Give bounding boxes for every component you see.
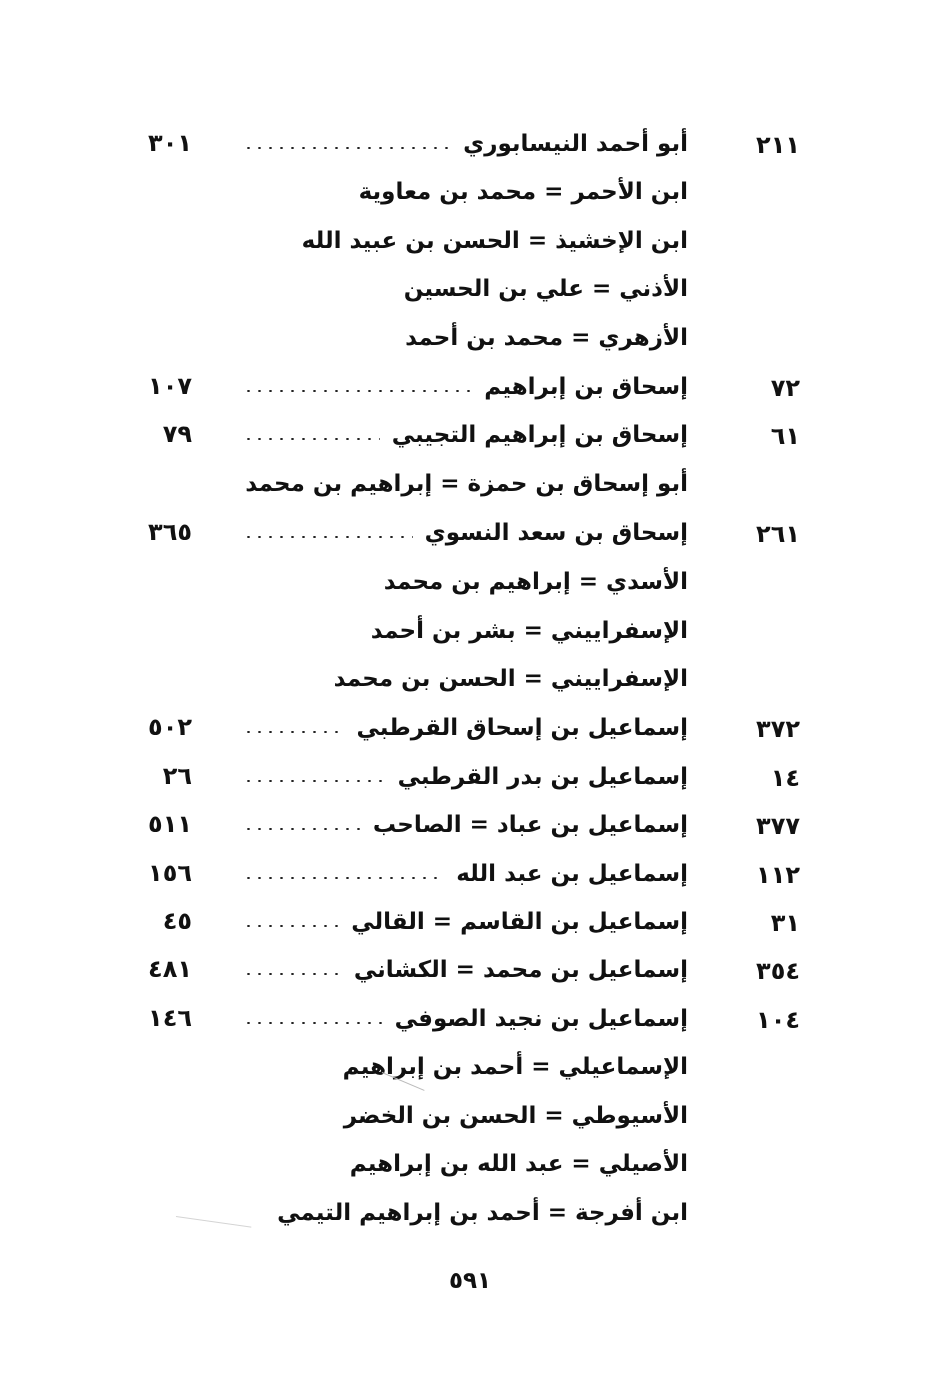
entry-page-reference: ١٤٦ [148,1004,192,1032]
index-entry [0,558,938,606]
index-entry [0,1092,938,1140]
dot-leader [243,411,380,451]
entry-page-reference: ١٥٦ [148,859,192,887]
dot-leader [243,753,386,793]
entry-name: ابن الأحمر = محمد بن معاوية [358,179,688,205]
index-entry [0,363,938,411]
entry-name: الأذني = علي بن الحسين [403,276,688,302]
entry-page-reference: ٣٦٥ [148,518,192,546]
index-entry [0,1043,938,1091]
entry-name: إسحاق بن إبراهيم [484,374,688,400]
entry-name: الأسدي = إبراهيم بن محمد [383,569,688,595]
entry-page-reference: ٢٦ [162,762,192,790]
index-entry [0,898,938,946]
entry-page-reference: ٤٨١ [148,955,192,983]
index-entry [0,704,938,752]
entry-page-reference: ٤٥ [162,907,192,935]
index-entry [0,995,938,1043]
index-entry [0,801,938,849]
entry-name: إسحاق بن سعد النسوي [424,520,688,546]
index-entry [0,946,938,994]
index-entry [0,314,938,362]
entry-page-reference: ٥٠٢ [148,713,192,741]
index-entry [0,607,938,655]
entry-name: إسماعيل بن إسحاق القرطبي [356,715,688,741]
entry-number: ١١٢ [756,861,800,889]
index-entry [0,411,938,459]
entry-number: ٢٦١ [756,520,800,548]
entry-name: الإسفراييني = الحسن بن محمد [333,666,688,692]
index-entry [0,850,938,898]
dot-leader [243,946,342,986]
index-entry [0,217,938,265]
dot-leader [243,509,413,549]
index-entry [0,655,938,703]
index-entry [0,753,938,801]
entry-name: الأصيلي = عبد الله بن إبراهيم [349,1151,688,1177]
entry-name: ابن الإخشيذ = الحسن بن عبيد الله [301,228,688,254]
entry-number: ١٤ [770,764,800,792]
entry-name: الأزهري = محمد بن أحمد [405,325,688,351]
dot-leader [243,363,472,403]
dot-leader [243,801,361,841]
entry-name: إسماعيل بن القاسم = القالي [351,909,688,935]
entry-number: ٦١ [770,422,800,450]
entry-name: إسماعيل بن عباد = الصاحب [372,812,688,838]
dot-leader [243,995,383,1035]
entry-name: أبو أحمد النيسابوري [463,131,688,157]
index-entry [0,120,938,168]
entry-name: إسماعيل بن بدر القرطبي [397,764,688,790]
entry-name: الإسفراييني = بشر بن أحمد [370,618,688,644]
entry-name: إسماعيل بن نجيد الصوفي [394,1006,688,1032]
entry-number: ٣٧٢ [756,715,800,743]
entry-page-reference: ١٠٧ [148,372,192,400]
entry-number: ١٠٤ [756,1006,800,1034]
entry-name: الإسماعيلي = أحمد بن إبراهيم [342,1054,688,1080]
entry-number: ٢١١ [756,131,800,159]
entry-number: ٣٧٧ [756,812,800,840]
entry-page-reference: ٥١١ [148,810,192,838]
entry-name: الأسيوطي = الحسن بن الخضر [343,1103,688,1129]
dot-leader [243,850,444,890]
dot-leader [243,120,451,160]
dot-leader [243,704,344,744]
entry-number: ٣٥٤ [756,957,800,985]
index-entry [0,460,938,508]
index-entry [0,1140,938,1188]
index-entry [0,509,938,557]
entry-name: إسماعيل بن عبد الله [456,861,688,887]
index-entry [0,1189,938,1237]
entry-name: إسماعيل بن محمد = الكشاني [353,957,688,983]
entry-name: إسحاق بن إبراهيم التجيبي [391,422,688,448]
dot-leader [243,898,339,938]
entry-page-reference: ٧٩ [162,420,192,448]
index-entry [0,168,938,216]
entry-page-reference: ٣٠١ [148,129,192,157]
entry-name: ابن أفرجة = أحمد بن إبراهيم التيمي [277,1200,688,1226]
entry-name: أبو إسحاق بن حمزة = إبراهيم بن محمد [245,471,688,497]
entry-number: ٧٢ [770,374,800,402]
entry-number: ٣١ [770,909,800,937]
index-entry [0,265,938,313]
page-number: ٥٩١ [448,1268,492,1294]
